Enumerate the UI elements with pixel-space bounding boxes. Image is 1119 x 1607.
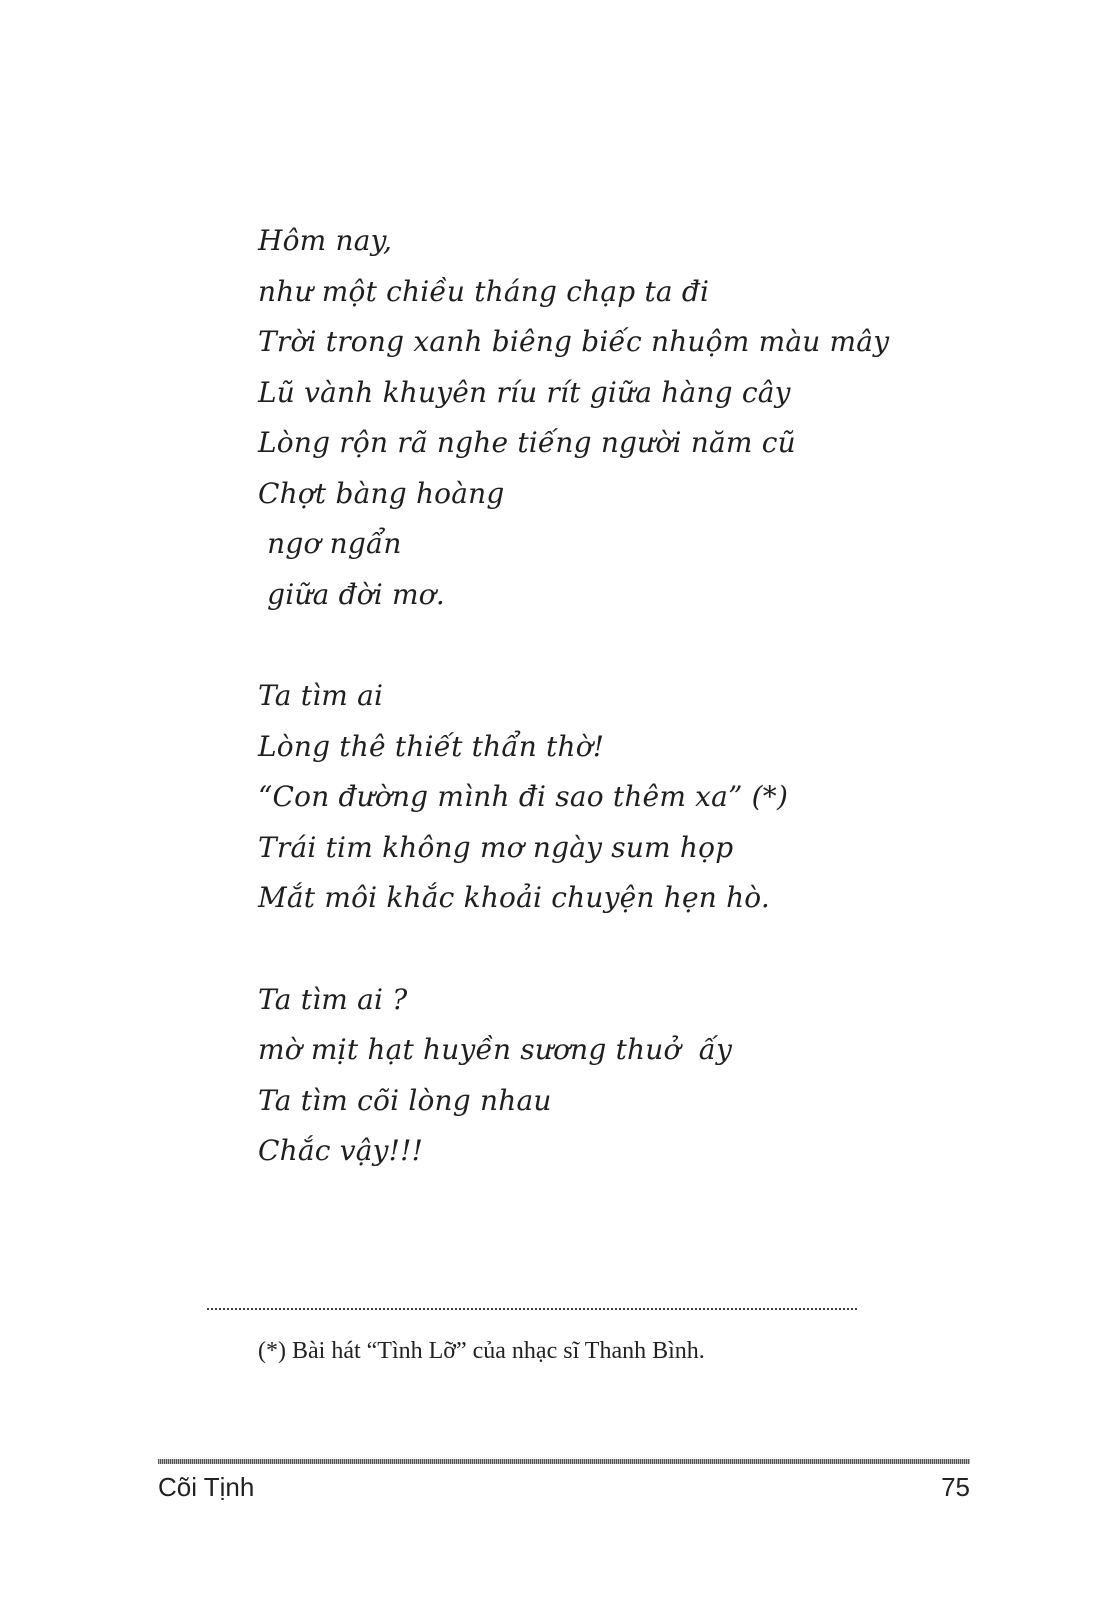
footer-divider — [158, 1459, 970, 1464]
poem — [258, 216, 898, 1228]
poem-line: Trái tim không mơ ngày sum họp — [258, 830, 734, 864]
poem-line: Hôm nay, — [258, 224, 393, 257]
poem-line: Lòng thê thiết thẩn thờ! — [258, 729, 605, 763]
poem-line: như một chiều tháng chạp ta đi — [258, 274, 710, 308]
footnote-divider — [207, 1308, 857, 1310]
stanza-3 — [258, 975, 898, 1177]
page-number: 75 — [941, 1472, 970, 1502]
poem-line: Trời trong xanh biêng biếc nhuộm màu mây — [258, 325, 890, 358]
poem-line: Lòng rộn rã nghe tiếng người năm cũ — [258, 426, 796, 459]
stanza-2 — [258, 671, 898, 924]
poem-line: Chắc vậy!!! — [258, 1134, 424, 1167]
footnote: (*) Bài hát “Tình Lỡ” của nhạc sĩ Thanh Bình. — [258, 1338, 705, 1364]
poem-line: Ta tìm ai ? — [258, 982, 408, 1016]
poem-line: Chợt bàng hoàng — [258, 476, 505, 510]
stanza-1 — [258, 216, 898, 620]
poem-line: Lũ vành khuyên ríu rít giữa hàng cây — [258, 375, 791, 409]
page-footer — [158, 1472, 970, 1503]
poem-line: Mắt môi khắc khoải chuyện hẹn hò. — [258, 881, 770, 914]
poem-line: “Con đường mình đi sao thêm xa” (*) — [258, 780, 789, 813]
poem-line: giữa đời mơ. — [258, 577, 445, 611]
poem-line: ngơ ngẩn — [258, 527, 402, 560]
poem-line: Ta tìm cõi lòng nhau — [258, 1083, 552, 1117]
poem-line: Ta tìm ai — [258, 679, 384, 712]
poem-line: mờ mịt hạt huyền sương thuở ấy — [258, 1033, 733, 1066]
book-title: Cõi Tịnh — [158, 1472, 255, 1502]
